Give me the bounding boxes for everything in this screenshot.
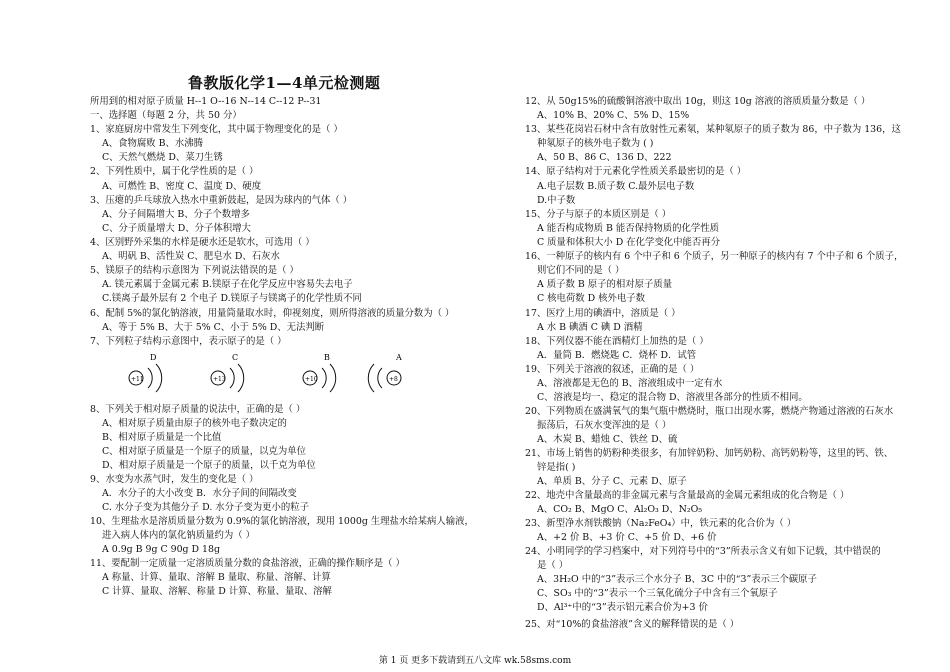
right-line: C 质量和体积大小 D 在化学变化中能否再分 xyxy=(537,237,721,248)
right-line: A、CO₂ B、MgO C、Al₂O₃ D、N₂O₅ xyxy=(537,504,703,515)
page-title: 鲁教版化学1—4单元检测题 xyxy=(188,74,381,92)
right-line: A．量筒 B．燃烧匙 C．烧杯 D．试管 xyxy=(537,350,697,361)
right-line: 23、新型净水剂铁酸钠（Na₂FeO₄）中，铁元素的化合价为（ ） xyxy=(525,518,797,529)
atom-label-c: C xyxy=(232,353,239,362)
left-line: B、相对原子质量是一个比值 xyxy=(102,432,222,443)
right-line: D、Al³⁺中的“3”表示铝元素合价为+3 价 xyxy=(537,602,708,613)
atom-label-a: A xyxy=(396,353,402,362)
left-line: 进入病人体内的氯化钠质量约为（ ） xyxy=(102,530,255,541)
right-line: 18、下列仪器不能在酒精灯上加热的是（ ） xyxy=(525,336,709,347)
left-line: 8、下列关于相对原子质量的说法中，正确的是（ ） xyxy=(90,404,306,415)
right-line: A 能否构成物质 B 能否保持物质的化学性质 xyxy=(537,223,719,234)
left-line: 9、水变为水蒸气时，发生的变化是（ ） xyxy=(90,474,259,485)
left-line: 4、区别野外采集的水样是硬水还是软水，可选用（ ） xyxy=(90,237,315,248)
atom-nucleus-a: +8 xyxy=(389,376,398,383)
left-line: 6、配制 5%的氯化钠溶液，用量筒量取水时，仰视刻度，则所得溶液的质量分数为（ ） xyxy=(90,308,455,319)
left-line: A 称量、计算、量取、溶解 B 量取、称量、溶解、计算 xyxy=(102,572,331,583)
right-line: C、SO₃ 中的“3”表示一个三氧化硫分子中含有三个氧原子 xyxy=(537,588,778,599)
right-line: A、+2 价 B、+3 价 C、+5 价 D、+6 价 xyxy=(537,532,717,543)
left-line: C 计算、量取、溶解、称量 D 计算、称量、量取、溶解 xyxy=(102,586,332,597)
left-line: C、相对原子质量是一个原子的质量，以克为单位 xyxy=(102,446,307,457)
right-line: 12、从 50g15%的硫酸铜溶液中取出 10g，则这 10g 溶液的溶质质量分数是（ ） xyxy=(525,96,871,107)
atom-nucleus-d: +11 xyxy=(131,376,144,383)
left-line: D、相对原子质量是一个原子的质量，以千克为单位 xyxy=(102,460,316,471)
atom-diagram-b xyxy=(303,353,336,392)
right-line: 16、一种原子的核内有 6 个中子和 6 个质子，另一种原子的核内有 7 个中子和 6 个质子， xyxy=(525,251,904,262)
right-line: A、单质 B、分子 C、元素 D、原子 xyxy=(537,476,687,487)
right-line: 是（ ） xyxy=(537,560,569,571)
left-line: C、分子质量增大 D、分子体积增大 xyxy=(102,223,251,234)
right-line: 17、医疗上用的碘酒中，溶质是（ ） xyxy=(525,308,681,319)
left-line: 所用到的相对原子质量 H--1 O--16 N--14 C--12 P--31 xyxy=(90,96,322,107)
atom-label-b: B xyxy=(324,353,330,362)
left-line: C、天然气燃烧 D、菜刀生锈 xyxy=(102,152,223,163)
atom-label-d: D xyxy=(150,353,157,362)
left-line: A、等于 5% B、大于 5% C、小于 5% D、无法判断 xyxy=(102,322,325,333)
left-line: 一、选择题（每题 2 分，共 50 分） xyxy=(90,110,242,121)
left-line: A 0.9g B 9g C 90g D 18g xyxy=(102,544,220,555)
left-line: 1、家庭厨房中常发生下列变化，其中属于物理变化的是（ ） xyxy=(90,124,343,135)
right-line: A、溶液都是无色的 B、溶液组成中一定有水 xyxy=(537,378,723,389)
right-line: A 水 B 碘酒 C 碘 D 酒精 xyxy=(537,322,643,333)
right-line: 种氡原子的核外电子数为 ( ) xyxy=(537,138,654,149)
left-line: 5、镁原子的结构示意图为 下列说法错误的是（ ） xyxy=(90,265,299,276)
right-line: 13、某些花岗岩石材中含有放射性元素氡，某种氡原子的质子数为 86，中子数为 136，这 xyxy=(525,124,901,135)
left-line: C. 水分子变为其他分子 D. 水分子变为更小的粒子 xyxy=(102,502,310,513)
right-line: A、10% B、20% C、5% D、15% xyxy=(537,110,690,121)
right-line: 25、对“10%的食盐溶液”含义的解释错误的是（ ） xyxy=(525,619,740,630)
atom-diagram-a xyxy=(368,353,402,392)
right-line: A 质子数 B 原子的相对原子质量 xyxy=(537,279,673,290)
right-line: A.电子层数 B.质子数 C.最外层电子数 xyxy=(537,181,695,192)
left-line: 11、要配制一定质量一定溶质质量分数的食盐溶液，正确的操作顺序是（ ） xyxy=(90,558,405,569)
left-line: A、食物腐败 B、水沸腾 xyxy=(102,138,204,149)
left-line: 7、下列粒子结构示意图中，表示原子的是（ ） xyxy=(90,336,287,347)
right-line: 24、小明同学的学习档案中，对下列符号中的“3”所表示含义有如下记载，其中错误的 xyxy=(525,546,881,557)
right-line: D.中子数 xyxy=(537,195,576,206)
atom-diagram-c xyxy=(211,353,244,392)
right-line: 则它们不同的是（ ） xyxy=(537,265,625,276)
right-line: 19、下列关于溶液的叙述，正确的是（ ） xyxy=(525,364,700,375)
right-line: A、木炭 B、蜡烛 C、铁丝 D、硫 xyxy=(537,434,678,445)
right-line: 20、下列物质在盛满氧气的集气瓶中燃烧时，瓶口出现水雾，燃烧产物通过溶液的石灰水 xyxy=(525,406,894,417)
right-line: C、溶液是均一、稳定的混合物 D、溶液里各部分的性质不相同。 xyxy=(537,392,808,403)
right-line: 15、分子与原子的本质区别是（ ） xyxy=(525,209,672,220)
left-line: A、明矾 B、活性炭 C、肥皂水 D、石灰水 xyxy=(102,251,280,262)
page-footer: 第 1 页 更多下载请到五八文库 wk.58sms.com xyxy=(378,656,572,666)
right-line: 振荡后，石灰水变浑浊的是（ ） xyxy=(537,420,672,431)
right-line: 22、地壳中含量最高的非金属元素与含量最高的金属元素组成的化合物是（ ） xyxy=(525,490,850,501)
left-line: A、相对原子质量由原子的核外电子数决定的 xyxy=(102,418,287,429)
right-line: 14、原子结构对于元素化学性质关系最密切的是（ ） xyxy=(525,166,747,177)
right-line: A、3H₂O 中的“3”表示三个水分子 B、3C 中的“3”表示三个碳原子 xyxy=(537,574,817,585)
left-line: A. 镁元素属于金属元素 B.镁原子在化学反应中容易失去电子 xyxy=(102,279,353,290)
atom-diagram-d xyxy=(129,353,162,392)
atom-nucleus-c: +13 xyxy=(213,376,226,383)
left-line: A．水分子的大小改变 B．水分子间的间隔改变 xyxy=(102,488,297,499)
right-line: C 核电荷数 D 核外电子数 xyxy=(537,293,646,304)
left-line: A、分子间隔增大 B、分子个数增多 xyxy=(102,209,250,220)
right-line: A、50 B、86 C、136 D、222 xyxy=(537,152,672,163)
left-line: A、可燃性 B、密度 C、温度 D、硬度 xyxy=(102,181,262,192)
right-line: 21、市场上销售的奶粉种类很多，有加锌奶粉、加钙奶粉、高钙奶粉等，这里的钙、铁、 xyxy=(525,448,894,459)
particle-diagrams xyxy=(100,352,430,398)
left-line: 3、压瘪的乒乓球放入热水中重新鼓起，是因为球内的气体（ ） xyxy=(90,195,353,206)
left-line: 10、生理盐水是溶质质量分数为 0.9%的氯化钠溶液，现用 1000g 生理盐水给某病人输液， xyxy=(90,516,474,527)
right-line: 锌是指( ) xyxy=(537,462,576,473)
left-line: C.镁离子最外层有 2 个电子 D.镁原子与镁离子的化学性质不同 xyxy=(102,293,362,304)
left-line: 2、下列性质中，属于化学性质的是（ ） xyxy=(90,166,259,177)
atom-nucleus-b: +10 xyxy=(305,376,318,383)
